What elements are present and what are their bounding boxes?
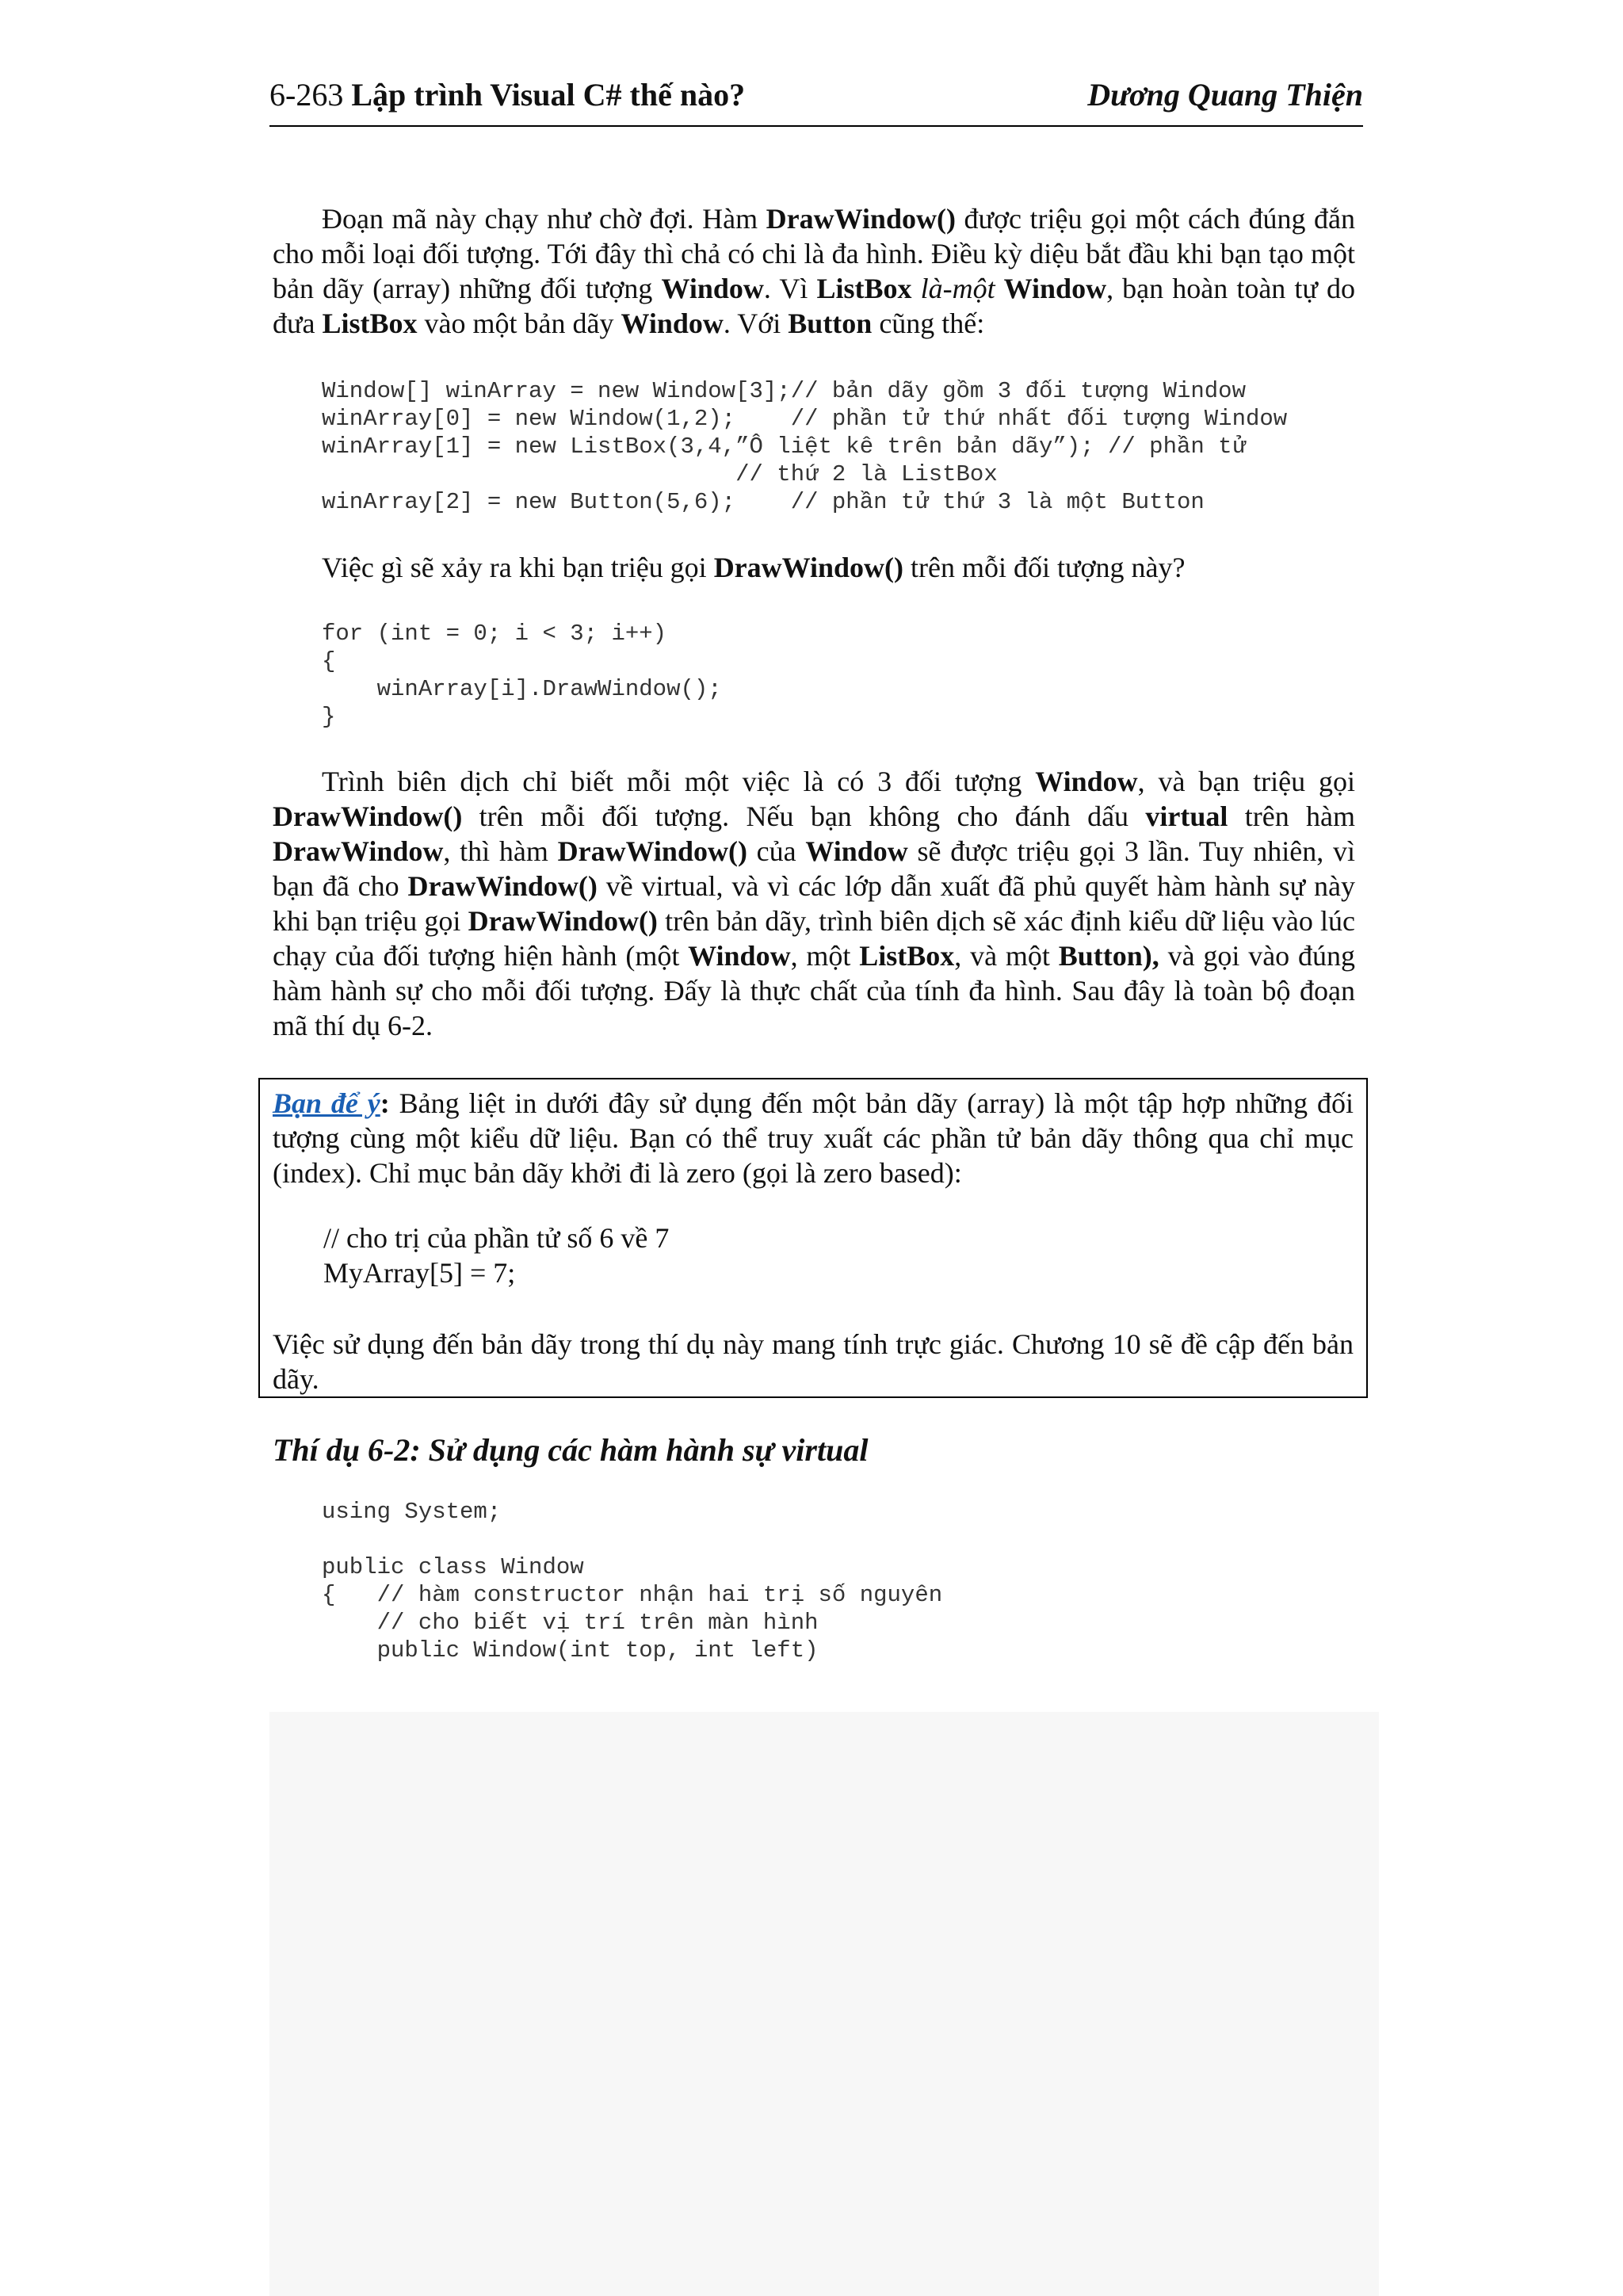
note-text: Bạn để ý: Bảng liệt in dưới đây sử dụng đến một bản dãy (array) là một tập hợp những đối tượng cùng một kiểu dữ liệu. Bạn có thể truy xuất các phần tử bản dãy thông qua chỉ mục (index). Chỉ mục bản dãy khởi đi là zero (gọi là zero based): bbox=[273, 1087, 1354, 1189]
page-header bbox=[269, 76, 1363, 127]
code-block-array: Window[] winArray = new Window[3];// bản dãy gồm 3 đối tượng Window winArray[0] = new Window(1,2); // phần tử thứ nhất đối tượng Window winArray[1] = new ListBox(3,4,”Ô liệt kê trên bản dãy”); // phần tử // thứ 2 là ListBox winArray[2] = new Button(5,6); // phần tử thứ 3 là một Button bbox=[322, 378, 1288, 515]
scan-shade bbox=[269, 1712, 1379, 2296]
author-name: Dương Quang Thiện bbox=[1087, 77, 1363, 113]
note-label: Bạn để ý bbox=[273, 1087, 380, 1119]
paragraph-question: Việc gì sẽ xảy ra khi bạn triệu gọi DrawWindow() trên mỗi đối tượng này? bbox=[322, 552, 1186, 583]
note-footer: Việc sử dụng đến bản dãy trong thí dụ này mang tính trực giác. Chương 10 sẽ đề cập đến bản dãy. bbox=[273, 1328, 1354, 1395]
note-code: // cho trị của phần tử số 6 về 7 MyArray[5] = 7; bbox=[323, 1222, 670, 1289]
header-left bbox=[269, 76, 745, 113]
page-number: 6-263 bbox=[269, 77, 344, 113]
paragraph-intro: Đoạn mã này chạy như chờ đợi. Hàm DrawWindow() được triệu gọi một cách đúng đắn cho mỗi loại đối tượng. Tới đây thì chả có chi là đa hình. Điều kỳ diệu bắt đầu khi bạn tạo một bản dãy (array) những đối tượng Window. Vì ListBox là-một Window, bạn hoàn toàn tự do đưa ListBox vào một bản dãy Window. Với Button cũng thế: bbox=[273, 203, 1356, 339]
book-title: Lập trình Visual C# thế nào? bbox=[351, 77, 746, 113]
code-block-window-class: using System; public class Window { // hàm constructor nhận hai trị số nguyên // cho biết vị trí trên màn hình public Window(int top, int left) bbox=[322, 1499, 943, 1664]
note-box bbox=[258, 1078, 1368, 1398]
code-block-loop: for (int = 0; i < 3; i++) { winArray[i].DrawWindow(); } bbox=[322, 621, 722, 730]
paragraph-explanation: Trình biên dịch chỉ biết mỗi một việc là có 3 đối tượng Window, và bạn triệu gọi DrawWindow() trên mỗi đối tượng. Nếu bạn không cho đánh dấu virtual trên hàm DrawWindow, thì hàm DrawWindow() của Window sẽ được triệu gọi 3 lần. Tuy nhiên, vì bạn đã cho DrawWindow() về virtual, và vì các lớp dẫn xuất đã phủ quyết hàm hành sự này khi bạn triệu gọi DrawWindow() trên bản dãy, trình biên dịch sẽ xác định kiểu dữ liệu vào lúc chạy của đối tượng hiện hành (một Window, một ListBox, và một Button), và gọi vào đúng hàm hành sự cho mỗi đối tượng. Đấy là thực chất của tính đa hình. Sau đây là toàn bộ đoạn mã thí dụ 6-2. bbox=[273, 766, 1356, 1041]
example-title: Thí dụ 6-2: Sử dụng các hàm hành sự virtual bbox=[273, 1432, 869, 1468]
